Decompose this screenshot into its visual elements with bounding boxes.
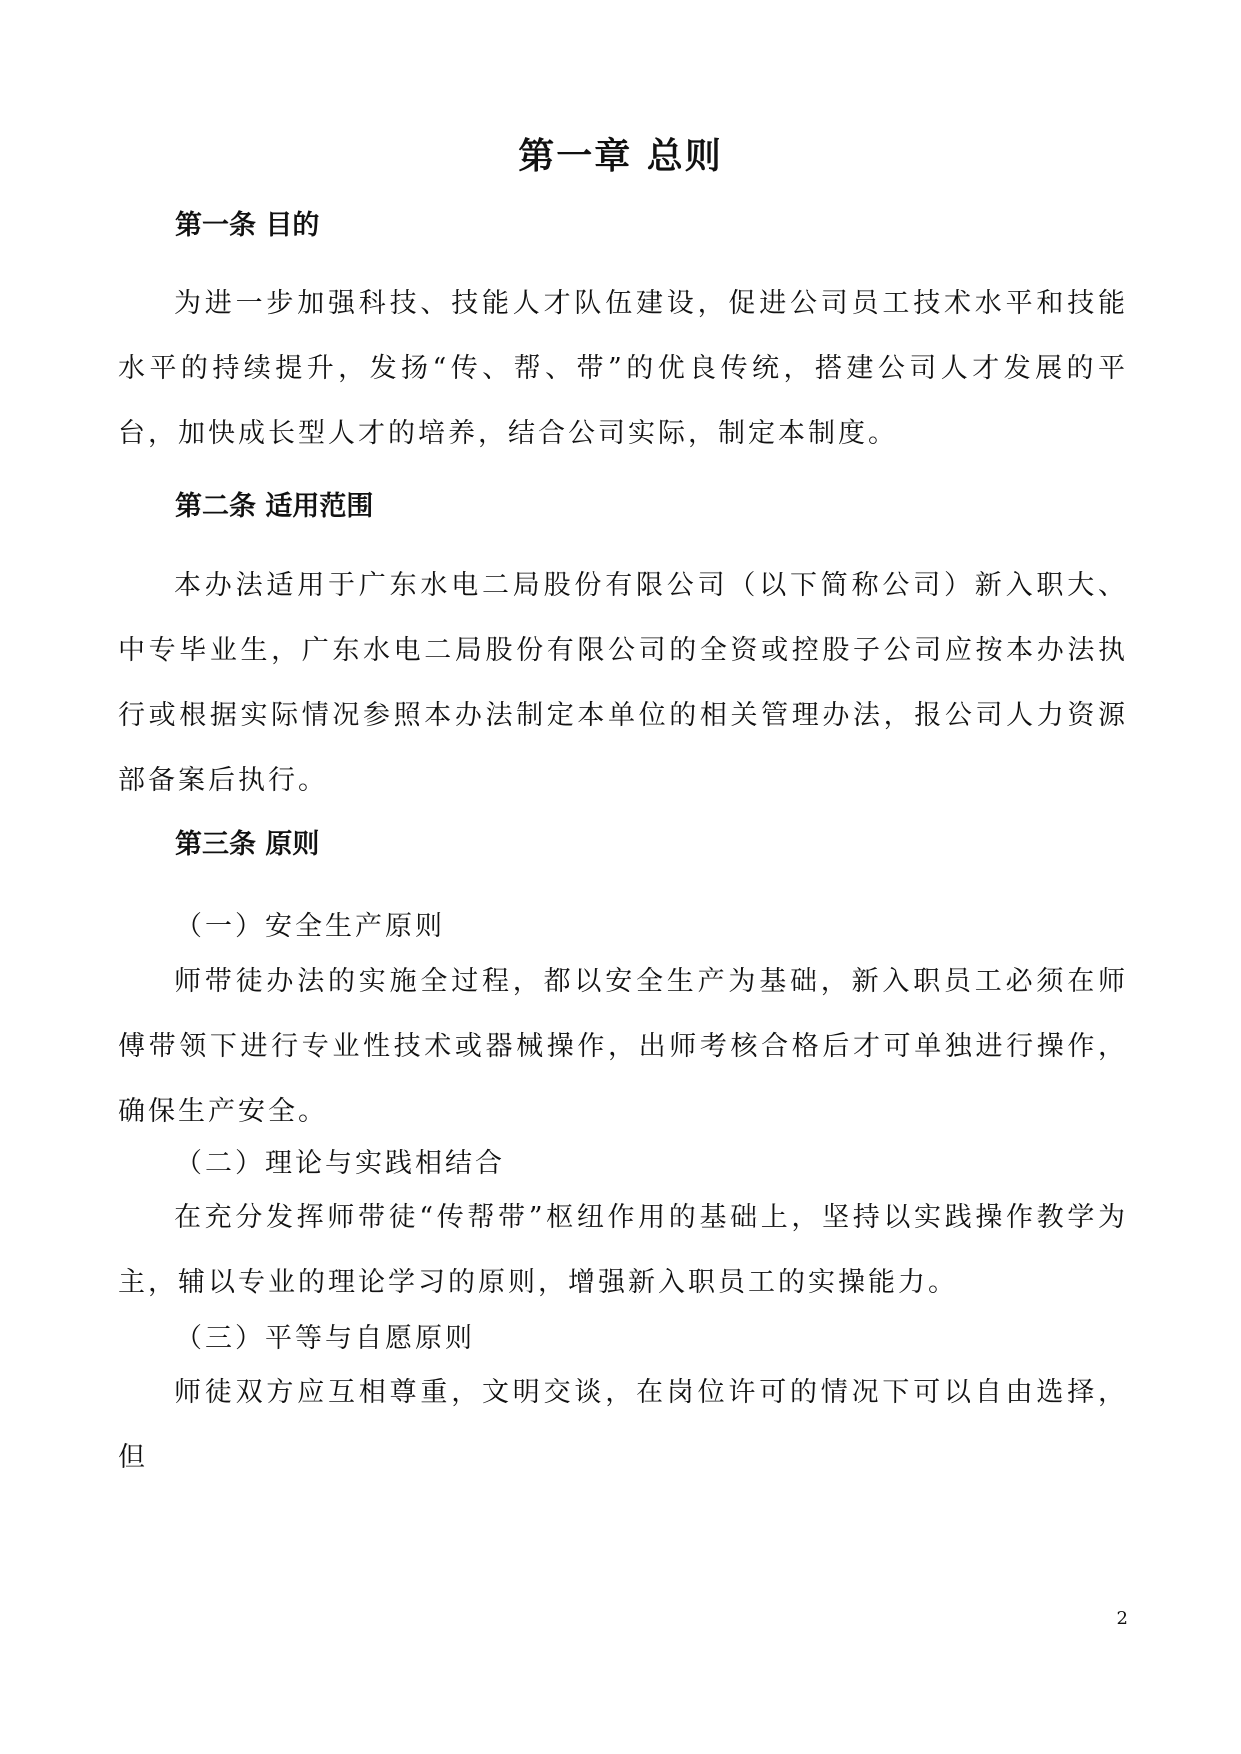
principle-3-text: 师徒双方应互相尊重，文明交谈，在岗位许可的情况下可以自由选择，但	[118, 1377, 1128, 1473]
principle-3-title: （三）平等与自愿原则	[175, 1323, 475, 1354]
principle-2-title: （二）理论与实践相结合	[175, 1148, 505, 1179]
chapter-title: 第一章 总则	[518, 136, 723, 177]
article-1-heading: 第一条 目的	[175, 210, 320, 241]
page-number: 2	[1116, 1608, 1128, 1629]
article-1-paragraph: 为进一步加强科技、技能人才队伍建设，促进公司员工技术水平和技能水平的持续提升，发扬“传、帮、带”的优良传统，搭建公司人才发展的平台，加快成长型人才的培养，结合公司实际，制定本制度。	[118, 288, 1128, 449]
principle-2-text: 在充分发挥师带徒“传帮带”枢纽作用的基础上，坚持以实践操作教学为主，辅以专业的理论学习的原则，增强新入职员工的实操能力。	[118, 1202, 1128, 1298]
article-2-heading: 第二条 适用范围	[175, 491, 374, 522]
principle-1-text: 师带徒办法的实施全过程，都以安全生产为基础，新入职员工必须在师傅带领下进行专业性技术或器械操作，出师考核合格后才可单独进行操作，确保生产安全。	[118, 966, 1128, 1127]
article-3-heading: 第三条 原则	[175, 829, 320, 860]
article-2-paragraph: 本办法适用于广东水电二局股份有限公司（以下简称公司）新入职大、中专毕业生，广东水电二局股份有限公司的全资或控股子公司应按本办法执行或根据实际情况参照本办法制定本单位的相关管理办法，报公司人力资源部备案后执行。	[118, 570, 1128, 796]
principle-1-title: （一）安全生产原则	[175, 911, 445, 942]
